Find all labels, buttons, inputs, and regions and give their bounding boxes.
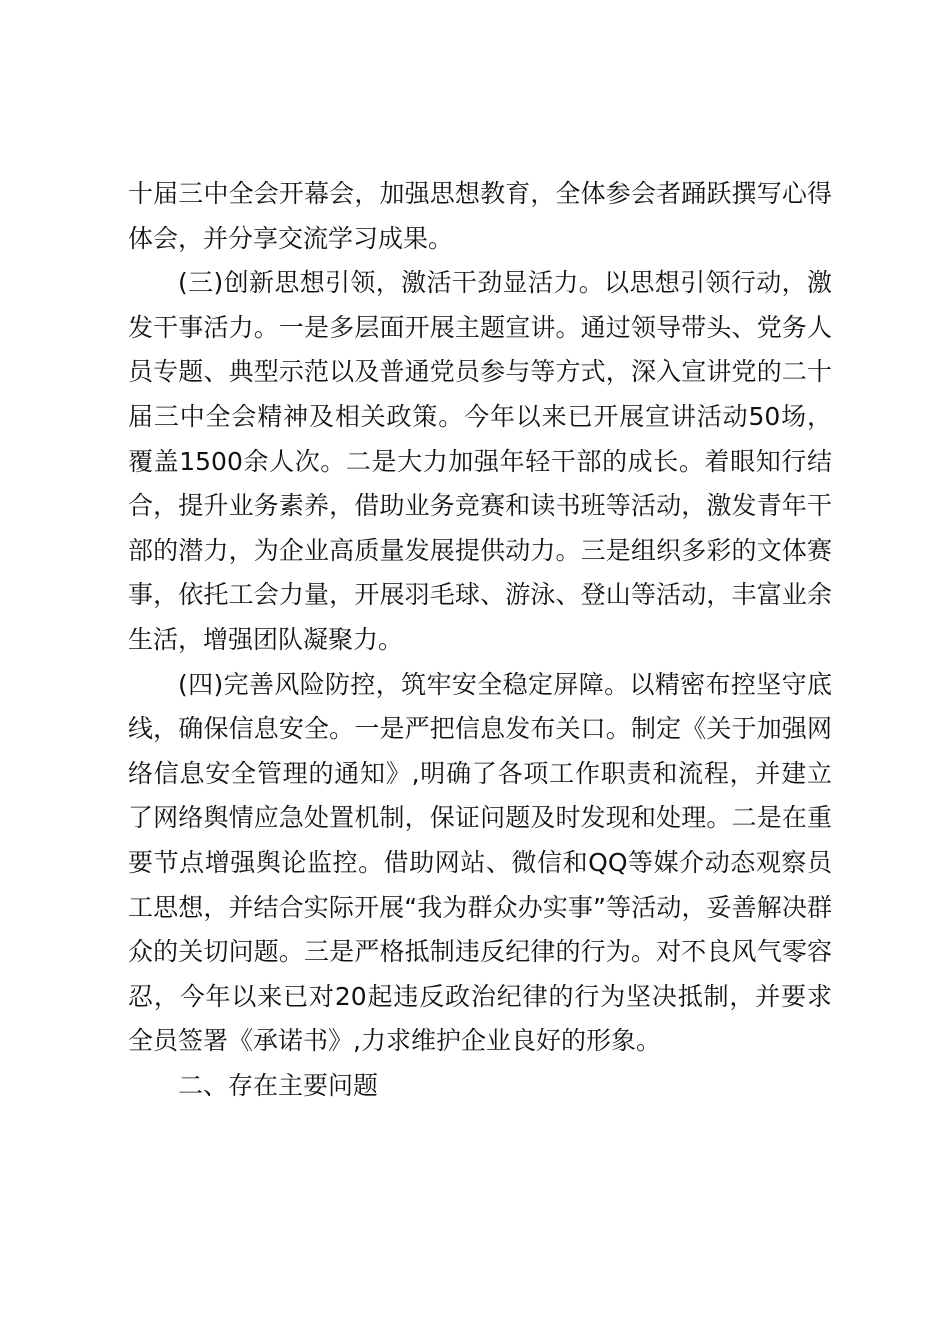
section-heading-problems: 二、存在主要问题	[178, 1070, 379, 1100]
paragraph-continuation: 十届三中全会开幕会，加强思想教育，全体参会者踊跃撰写心得体会，并分享交流学习成果。	[128, 179, 832, 253]
document-page	[128, 172, 832, 1108]
paragraph-section-three: (三)创新思想引领，激活干劲显活力。以思想引领行动，激发干事活力。一是多层面开展主题宣讲。通过领导带头、党务人员专题、典型示范以及普通党员参与等方式，深入宣讲党的二十届三中全会精神及相关政策。今年以来已开展宣讲活动50场，覆盖1500余人次。二是大力加强年轻干部的成长。着眼知行结合，提升业务素养，借助业务竞赛和读书班等活动，激发青年干部的潜力，为企业高质量发展提供动力。三是组织多彩的文体赛事，依托工会力量，开展羽毛球、游泳、登山等活动，丰富业余生活，增强团队凝聚力。	[128, 268, 832, 654]
paragraph-section-four: (四)完善风险防控，筑牢安全稳定屏障。以精密布控坚守底线，确保信息安全。一是严把信息发布关口。制定《关于加强网络信息安全管理的通知》,明确了各项工作职责和流程，并建立了网络舆情应急处置机制，保证问题及时发现和处理。二是在重要节点增强舆论监控。借助网站、微信和QQ等媒介动态观察员工思想，并结合实际开展“我为群众办实事”等活动，妥善解决群众的关切问题。三是严格抵制违反纪律的行为。对不良风气零容忍，今年以来已对20起违反政治纪律的行为坚决抵制，并要求全员签署《承诺书》,力求维护企业良好的形象。	[128, 669, 832, 1056]
